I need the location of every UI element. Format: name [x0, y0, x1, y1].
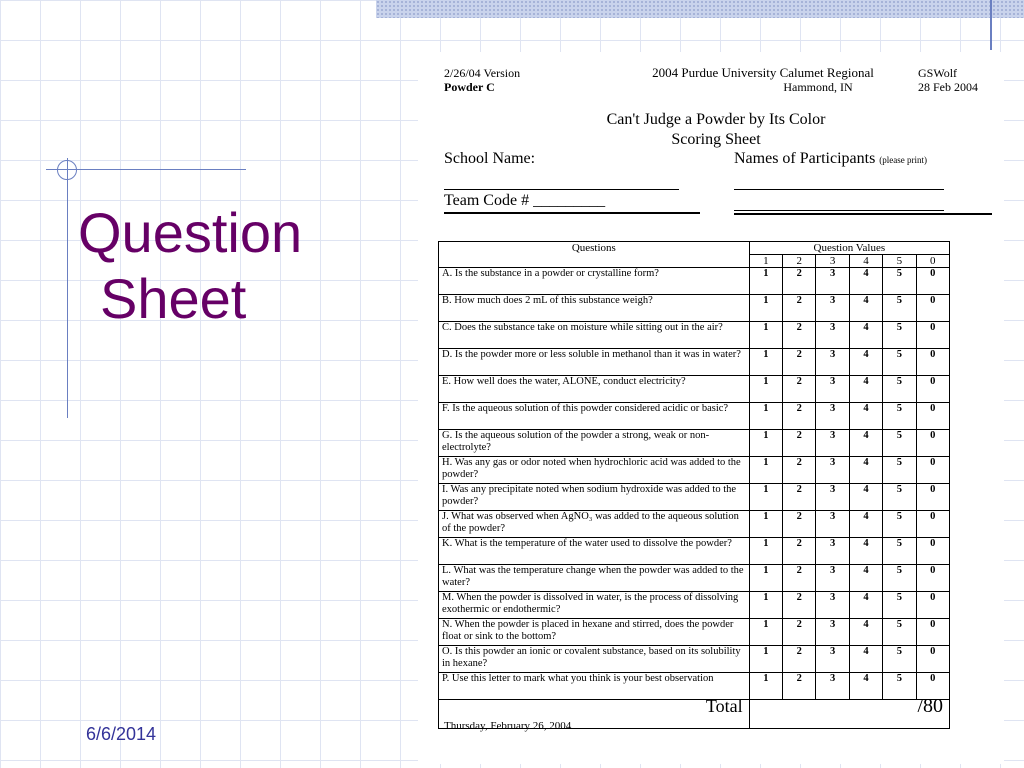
question-value: 0: [916, 322, 949, 349]
question-value: 2: [783, 619, 816, 646]
question-value: 2: [783, 403, 816, 430]
question-text: M. When the powder is dissolved in water, is the process of dissolving exothermic or endothermic?: [439, 592, 750, 619]
question-value: 4: [849, 673, 882, 700]
doc-author: GSWolf: [918, 66, 958, 80]
doc-title: Can't Judge a Powder by Its Color: [606, 111, 826, 128]
question-value: 3: [816, 430, 849, 457]
question-value: 3: [816, 592, 849, 619]
question-text: L. What was the temperature change when the powder was added to the water?: [439, 565, 750, 592]
slide-date: 6/6/2014: [86, 724, 157, 744]
question-value: 5: [883, 349, 916, 376]
question-value: 5: [883, 484, 916, 511]
question-value: 3: [816, 376, 849, 403]
question-value: 4: [849, 349, 882, 376]
question-value: 4: [849, 403, 882, 430]
question-value: 3: [816, 619, 849, 646]
question-value: 1: [749, 646, 782, 673]
table-row: [439, 646, 950, 673]
question-value: 2: [783, 646, 816, 673]
question-value: 4: [849, 511, 882, 538]
team-code-label: Team Code # _________: [444, 192, 606, 209]
value-header: 0: [916, 255, 949, 268]
question-value: 0: [916, 430, 949, 457]
question-value: 5: [883, 403, 916, 430]
question-text: I. Was any precipitate noted when sodium hydroxide was added to the powder?: [439, 484, 750, 511]
doc-event-date: 28 Feb 2004: [918, 80, 978, 94]
value-header: 4: [849, 255, 882, 268]
value-header: 2: [783, 255, 816, 268]
question-value: 4: [849, 376, 882, 403]
question-value: 4: [849, 268, 882, 295]
question-value: 0: [916, 403, 949, 430]
question-value: 5: [883, 565, 916, 592]
values-header: Question Values: [749, 242, 949, 255]
question-value: 2: [783, 349, 816, 376]
decorative-vertical-line-left: [67, 158, 68, 418]
question-value: 0: [916, 484, 949, 511]
question-value: 5: [883, 268, 916, 295]
question-value: 1: [749, 673, 782, 700]
doc-event: 2004 Purdue University Calumet Regional: [652, 65, 874, 80]
question-value: 3: [816, 673, 849, 700]
decorative-vertical-line: [990, 0, 992, 50]
question-value: 3: [816, 457, 849, 484]
question-value: 4: [849, 430, 882, 457]
question-text: B. How much does 2 mL of this substance weigh?: [439, 295, 750, 322]
table-row: [439, 619, 950, 646]
table-row: [439, 376, 950, 403]
total-value: /80: [749, 700, 949, 729]
question-text: H. Was any gas or odor noted when hydrochloric acid was added to the powder?: [439, 457, 750, 484]
question-value: 5: [883, 511, 916, 538]
question-text: D. Is the powder more or less soluble in methanol than it was in water?: [439, 349, 750, 376]
slide-title: [78, 200, 302, 332]
team-code-line: [444, 212, 700, 214]
question-value: 1: [749, 322, 782, 349]
table-row: [439, 430, 950, 457]
question-value: 5: [883, 457, 916, 484]
table-row: [439, 538, 950, 565]
question-value: 0: [916, 565, 949, 592]
question-value: 0: [916, 268, 949, 295]
question-value: 1: [749, 457, 782, 484]
question-value: 1: [749, 349, 782, 376]
question-value: 0: [916, 619, 949, 646]
question-value: 5: [883, 322, 916, 349]
question-value: 1: [749, 565, 782, 592]
question-value: 5: [883, 673, 916, 700]
doc-version-block: [444, 66, 520, 94]
doc-version: 2/26/04 Version: [444, 66, 521, 80]
slide-title-line1: Question: [78, 201, 303, 264]
question-value: 4: [849, 646, 882, 673]
participant-line-2: [734, 210, 944, 211]
question-value: 2: [783, 673, 816, 700]
table-row: [439, 268, 950, 295]
table-header-row: [439, 242, 950, 255]
question-value: 2: [783, 484, 816, 511]
value-header: 5: [883, 255, 916, 268]
slide-title-line2: Sheet: [100, 267, 247, 330]
question-value: 1: [749, 511, 782, 538]
doc-powder: Powder C: [444, 80, 495, 94]
value-header: 1: [749, 255, 782, 268]
question-value: 3: [816, 646, 849, 673]
doc-event-block: [638, 66, 888, 94]
question-value: 0: [916, 349, 949, 376]
participants-label-block: [734, 150, 927, 168]
question-value: 2: [783, 268, 816, 295]
question-text: G. Is the aqueous solution of the powder a strong, weak or non-electrolyte?: [439, 430, 750, 457]
question-value: 1: [749, 592, 782, 619]
question-value: 0: [916, 538, 949, 565]
school-name-label: School Name:: [444, 150, 536, 167]
doc-subtitle: Scoring Sheet: [671, 131, 761, 148]
top-decorative-band: [376, 0, 1024, 18]
question-value: 3: [816, 484, 849, 511]
table-row: [439, 565, 950, 592]
question-value: 3: [816, 511, 849, 538]
question-value: 0: [916, 376, 949, 403]
question-value: 4: [849, 619, 882, 646]
question-value: 1: [749, 538, 782, 565]
question-value: 3: [816, 538, 849, 565]
table-row: [439, 457, 950, 484]
scoring-table: [438, 241, 950, 729]
total-label: Total: [439, 700, 750, 729]
table-row: [439, 484, 950, 511]
doc-title-block: [418, 110, 1014, 150]
question-value: 0: [916, 673, 949, 700]
table-row: [439, 295, 950, 322]
question-value: 1: [749, 376, 782, 403]
question-text: J. What was observed when AgNO₃ was added to the aqueous solution of the powder?: [439, 511, 750, 538]
question-value: 3: [816, 295, 849, 322]
question-value: 5: [883, 376, 916, 403]
table-row: [439, 403, 950, 430]
question-value: 1: [749, 403, 782, 430]
question-value: 5: [883, 295, 916, 322]
question-value: 3: [816, 322, 849, 349]
question-value: 1: [749, 619, 782, 646]
question-value: 2: [783, 295, 816, 322]
questions-header: Questions: [439, 242, 750, 268]
question-value: 1: [749, 295, 782, 322]
question-value: 4: [849, 457, 882, 484]
participant-line-3: [734, 213, 992, 215]
table-row: [439, 592, 950, 619]
question-value: 3: [816, 349, 849, 376]
question-value: 4: [849, 484, 882, 511]
question-value: 5: [883, 646, 916, 673]
doc-location: Hammond, IN: [783, 80, 853, 94]
question-text: N. When the powder is placed in hexane and stirred, does the powder float or sink to the bottom?: [439, 619, 750, 646]
question-value: 2: [783, 376, 816, 403]
question-value: 5: [883, 592, 916, 619]
question-value: 4: [849, 295, 882, 322]
value-header: 3: [816, 255, 849, 268]
question-value: 0: [916, 295, 949, 322]
question-value: 5: [883, 538, 916, 565]
question-value: 4: [849, 538, 882, 565]
participant-line-1: [734, 189, 944, 190]
question-text: E. How well does the water, ALONE, conduct electricity?: [439, 376, 750, 403]
question-value: 2: [783, 511, 816, 538]
scoring-sheet-image: [418, 52, 1004, 764]
question-value: 4: [849, 322, 882, 349]
question-value: 2: [783, 457, 816, 484]
question-text: P. Use this letter to mark what you think is your best observation: [439, 673, 750, 700]
question-value: 2: [783, 538, 816, 565]
question-value: 4: [849, 592, 882, 619]
question-text: O. Is this powder an ionic or covalent substance, based on its solubility in hexane?: [439, 646, 750, 673]
question-value: 2: [783, 592, 816, 619]
participants-label: Names of Participants: [734, 150, 876, 167]
question-value: 1: [749, 430, 782, 457]
question-value: 3: [816, 268, 849, 295]
question-value: 4: [849, 565, 882, 592]
question-text: F. Is the aqueous solution of this powder considered acidic or basic?: [439, 403, 750, 430]
question-value: 1: [749, 268, 782, 295]
table-row: [439, 322, 950, 349]
participants-note: (please print): [879, 155, 928, 165]
question-text: K. What is the temperature of the water used to dissolve the powder?: [439, 538, 750, 565]
question-value: 0: [916, 646, 949, 673]
question-text: A. Is the substance in a powder or crystalline form?: [439, 268, 750, 295]
question-value: 5: [883, 619, 916, 646]
question-value: 2: [783, 430, 816, 457]
decorative-circle-icon: [57, 160, 77, 180]
doc-author-block: [918, 66, 1002, 94]
question-value: 5: [883, 430, 916, 457]
question-value: 3: [816, 565, 849, 592]
question-value: 0: [916, 457, 949, 484]
question-value: 3: [816, 403, 849, 430]
footer-date: Thursday, February 26, 2004: [444, 720, 572, 732]
table-row: [439, 349, 950, 376]
school-name-line: [444, 189, 679, 190]
question-value: 0: [916, 511, 949, 538]
question-value: 2: [783, 322, 816, 349]
question-value: 2: [783, 565, 816, 592]
question-value: 1: [749, 484, 782, 511]
table-row: [439, 673, 950, 700]
table-row: [439, 511, 950, 538]
question-text: C. Does the substance take on moisture while sitting out in the air?: [439, 322, 750, 349]
question-value: 0: [916, 592, 949, 619]
